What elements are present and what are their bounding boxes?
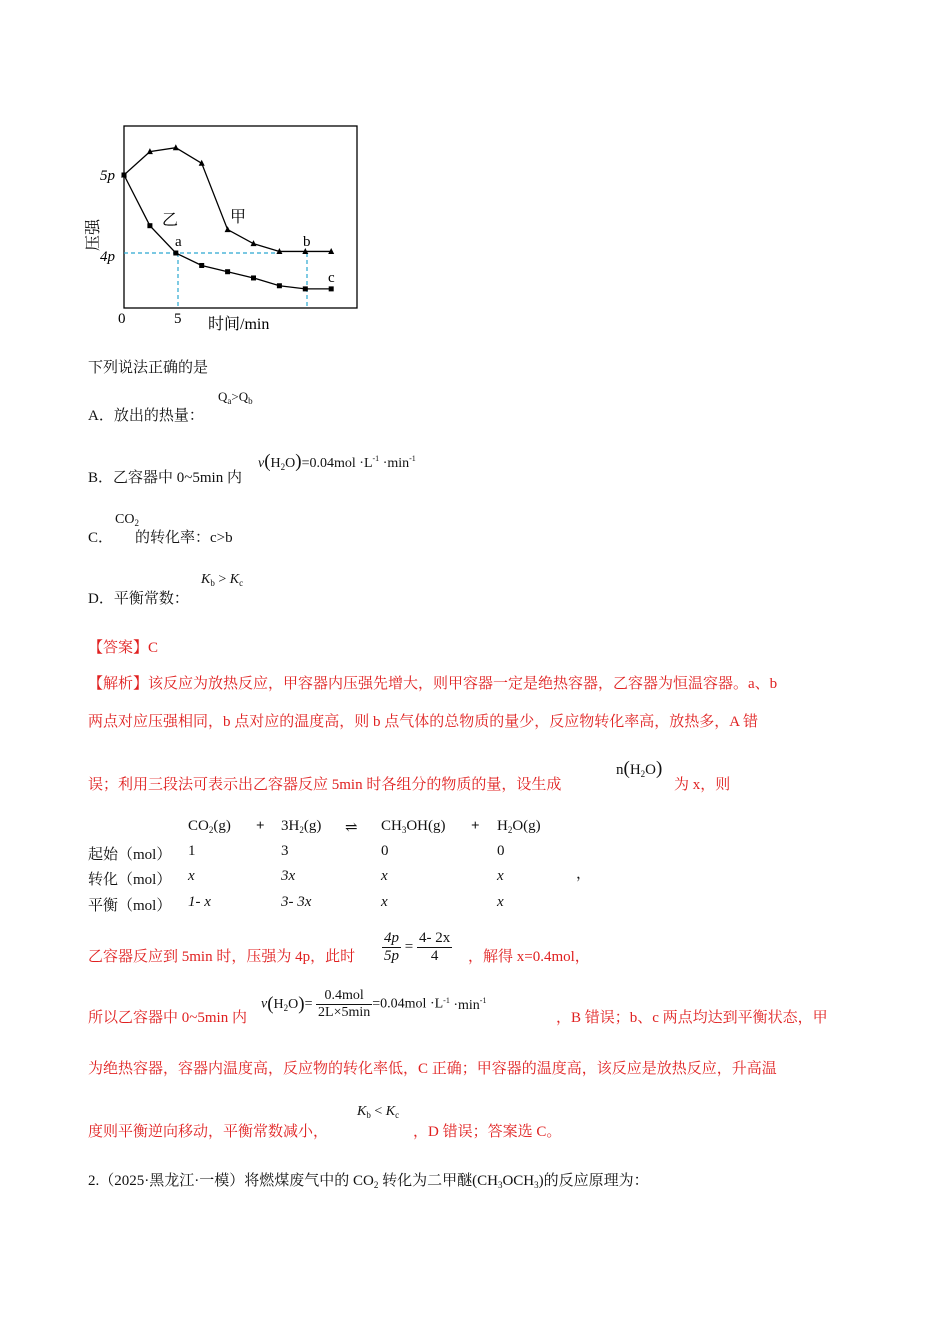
option-a-letter: A．: [88, 408, 114, 424]
y-tick-5p: 5p: [100, 168, 115, 184]
analysis-line-1: [88, 672, 777, 693]
option-d-text: 平衡常数：: [113, 591, 189, 607]
answer-line: [88, 636, 158, 657]
cell: 3- 3x: [281, 894, 312, 910]
nq-mid: 转化为二甲醚(CH: [378, 1173, 498, 1189]
point-label-c: c: [328, 270, 335, 286]
point-label-a: a: [175, 234, 182, 250]
cell: 3: [281, 843, 289, 859]
analysis-line-2: 两点对应压强相同，b 点对应的温度高，则 b 点气体的总物质的量少，反应物转化率高，放热多，A 错: [88, 714, 759, 730]
data-point: [277, 283, 282, 288]
frac3-den: 2L×5min: [318, 1005, 371, 1020]
cell: 0: [497, 843, 505, 859]
option-b-formula: $v(H_2O)=0.04mol \cdot L^{-1} \cdot\min^{-1}$: [258, 451, 416, 472]
formula-sub-a: a: [227, 396, 232, 406]
formula-sub-b: b: [248, 396, 253, 406]
k-compare-formula: $K_b < K_c$: [357, 1104, 400, 1120]
analysis-line-5: 所以乙容器中 0~5min 内: [88, 1010, 247, 1026]
analysis-line-6: 为绝热容器，容器内温度高，反应物的转化率低，C 正确；甲容器的温度高，该反应是放热反应，升高温: [88, 1061, 777, 1077]
option-a-text: 放出的热量：: [113, 408, 204, 424]
data-point: [173, 144, 179, 150]
fraction-pressure: $\frac{4p}{5p}$ = $\frac{4- 2x}{4}$: [384, 930, 451, 964]
frac1-num: 4p: [384, 930, 399, 946]
option-b-letter: B．: [88, 470, 114, 486]
nq-sub2: 3: [497, 1180, 503, 1190]
option-b-text: 乙容器中 0~5min 内: [113, 470, 242, 486]
cell: 1- x: [188, 894, 211, 910]
x-tick-0: 0: [118, 311, 126, 327]
y-axis-label: 压强: [85, 218, 102, 252]
analysis-label: 【解析】: [88, 676, 149, 692]
frac3-num: 0.4mol: [316, 988, 372, 1005]
rate-formula: $v(H_2O)=$ $\frac{\text{0.4mol}}{2L\times 5\min}$ $=0.04mol \cdot L^{-1} \cdot\min^{-1}$: [261, 988, 487, 1020]
formula-q2: Q: [238, 389, 249, 404]
x-tick-5: 5: [174, 311, 182, 327]
frac2-num: 4- 2x: [418, 930, 451, 946]
option-d-op: >: [218, 572, 227, 587]
data-point: [122, 173, 127, 178]
frac1-den: 5p: [384, 948, 399, 964]
answer-label: 【答案】: [88, 640, 149, 656]
nq-mid2: OCH: [502, 1173, 535, 1189]
series-line-jia: [124, 148, 331, 252]
point-label-b: b: [303, 234, 311, 250]
analysis-text-1: 该反应为放热反应，甲容器内压强先增大，则甲容器一定是绝热容器，乙容器为恒温容器。a、b: [148, 676, 778, 692]
option-a-formula: [218, 389, 253, 406]
next-question: [88, 1169, 649, 1190]
answer-value: C: [148, 640, 159, 656]
nq-post: )的反应原理为：: [538, 1173, 649, 1189]
n-h2o-formula: $n(H_2O)$: [616, 758, 663, 779]
y-tick-4p: 4p: [100, 249, 115, 265]
cell: x: [381, 868, 388, 884]
option-b: [88, 466, 242, 487]
formula-q1: Q: [218, 389, 228, 404]
option-d-formula: $K_b > K_c$: [201, 572, 244, 588]
data-point: [303, 286, 308, 291]
analysis-line-3-end: 为 x，则: [674, 777, 731, 793]
row-label-change: 转化（mol）: [88, 872, 172, 888]
analysis-line-7: 度则平衡逆向移动，平衡常数减小，: [88, 1124, 329, 1140]
cell: x: [497, 868, 504, 884]
cell: x: [381, 894, 388, 910]
data-point: [147, 223, 152, 228]
data-point: [225, 226, 231, 232]
table-trailing-comma: ，: [576, 866, 592, 882]
option-c-sub: 2: [134, 518, 139, 528]
question-stem: 下列说法正确的是: [88, 360, 209, 376]
curve-label-jia: 甲: [230, 209, 247, 226]
option-b-exp2: -1: [409, 454, 416, 463]
option-c-co: CO: [115, 512, 135, 527]
cell: 3x: [281, 868, 296, 884]
analysis-line-5-end: ，B 错误；b、c 两点均达到平衡状态，甲: [556, 1010, 828, 1026]
analysis-line-7-end: ，D 错误；答案选 C。: [413, 1124, 562, 1140]
option-d: [88, 587, 189, 608]
data-point: [225, 269, 230, 274]
data-point: [173, 251, 178, 256]
rate-value: =0.04mol ·L: [372, 996, 444, 1012]
frac2-den: 4: [430, 948, 439, 964]
option-b-unit2: ·min: [382, 456, 410, 471]
option-d-sub1: b: [210, 578, 215, 588]
data-point: [329, 286, 334, 291]
option-d-letter: D．: [88, 591, 114, 607]
data-point: [199, 263, 204, 268]
analysis-line-3: [88, 773, 561, 794]
option-a: [88, 404, 204, 425]
analysis-text-3a: 误；利用三段法可表示出乙容器反应 5min 时各组分的物质的量，设生成: [88, 777, 562, 793]
curve-label-yi: 乙: [162, 212, 179, 229]
option-c-text: 的转化率：c>b: [135, 530, 233, 546]
option-b-exp1: -1: [372, 454, 380, 463]
cell: 1: [188, 843, 196, 859]
option-d-sub2: c: [239, 578, 244, 588]
option-c-letter: C．: [88, 530, 114, 546]
row-label-start: 起始（mol）: [88, 847, 172, 863]
analysis-line-4-end: ，解得 x=0.4mol，: [468, 949, 590, 965]
data-point: [251, 275, 256, 280]
cell: x: [188, 868, 195, 884]
option-b-value: =0.04mol ·L: [301, 456, 373, 471]
option-c: [88, 526, 233, 547]
cell: 0: [381, 843, 389, 859]
x-axis-label: 时间/min: [208, 316, 270, 333]
pressure-time-graph: [80, 115, 380, 340]
nq-sub: 2: [373, 1180, 379, 1190]
formula-op: >: [231, 389, 239, 404]
nq-sub3: 3: [534, 1180, 539, 1190]
row-label-equil: 平衡（mol）: [88, 898, 172, 914]
analysis-line-4: 乙容器反应到 5min 时，压强为 4p，此时: [88, 949, 356, 965]
nq-pre: 2.（2025·黑龙江·一模）将燃煤废气中的 CO: [88, 1173, 374, 1189]
cell: x: [497, 894, 504, 910]
data-point: [199, 160, 205, 166]
